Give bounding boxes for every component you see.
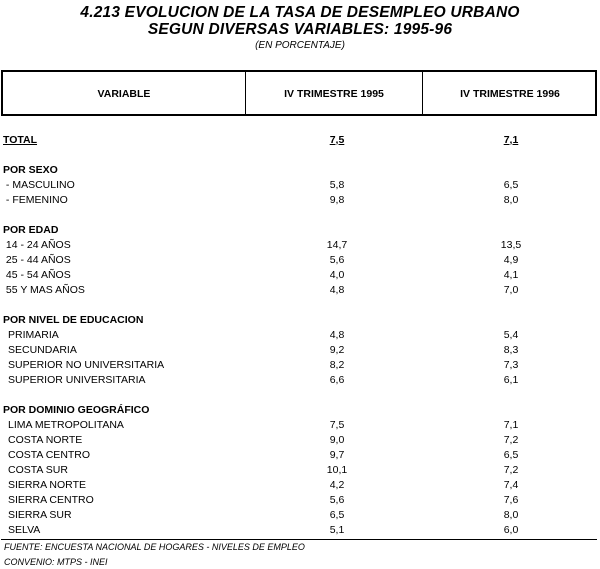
header-1996: IV TRIMESTRE 1996 bbox=[460, 88, 560, 100]
row-label: LIMA METROPOLITANA bbox=[8, 419, 124, 431]
row-value-1996: 4,9 bbox=[503, 254, 519, 266]
row-label: 45 - 54 AÑOS bbox=[3, 269, 71, 281]
row-value-1996: 7,0 bbox=[503, 284, 519, 296]
row-value-1995: 9,8 bbox=[329, 194, 345, 206]
row-value-1995: 4,8 bbox=[329, 284, 345, 296]
row-value-1995: 5,6 bbox=[329, 254, 345, 266]
row-label: PRIMARIA bbox=[8, 329, 59, 341]
table-header bbox=[1, 70, 597, 116]
table-row bbox=[0, 178, 600, 193]
total-1995: 7,5 bbox=[329, 134, 345, 146]
row-value-1995: 5,6 bbox=[329, 494, 345, 506]
table-row bbox=[0, 268, 600, 283]
row-value-1995: 4,0 bbox=[329, 269, 345, 281]
row-label: SECUNDARIA bbox=[8, 344, 77, 356]
table-row bbox=[0, 283, 600, 298]
row-value-1995: 10,1 bbox=[326, 464, 348, 476]
table-bottom-rule bbox=[1, 539, 597, 540]
source-note: FUENTE: ENCUESTA NACIONAL DE HOGARES - NIVELES DE EMPLEO bbox=[4, 542, 305, 552]
table-row bbox=[0, 523, 600, 538]
table-row bbox=[0, 238, 600, 253]
row-label: 14 - 24 AÑOS bbox=[3, 239, 71, 251]
header-variable: VARIABLE bbox=[97, 88, 151, 100]
row-value-1996: 13,5 bbox=[500, 239, 522, 251]
total-row bbox=[0, 133, 600, 148]
section-heading bbox=[0, 223, 600, 238]
table-row bbox=[0, 193, 600, 208]
row-label: SIERRA CENTRO bbox=[8, 494, 94, 506]
section-heading bbox=[0, 163, 600, 178]
row-value-1995: 6,6 bbox=[329, 374, 345, 386]
row-label: SIERRA SUR bbox=[8, 509, 72, 521]
row-value-1995: 6,5 bbox=[329, 509, 345, 521]
row-value-1995: 4,8 bbox=[329, 329, 345, 341]
row-value-1996: 7,2 bbox=[503, 434, 519, 446]
convenio-note: CONVENIO: MTPS - INEI bbox=[4, 557, 108, 567]
row-value-1996: 5,4 bbox=[503, 329, 519, 341]
table-row bbox=[0, 478, 600, 493]
row-value-1995: 7,5 bbox=[329, 419, 345, 431]
section-title-educacion: POR NIVEL DE EDUCACION bbox=[3, 314, 144, 326]
row-value-1996: 7,1 bbox=[503, 419, 519, 431]
row-label: COSTA NORTE bbox=[8, 434, 83, 446]
row-value-1995: 8,2 bbox=[329, 359, 345, 371]
section-title-edad: POR EDAD bbox=[3, 224, 59, 236]
row-value-1995: 9,7 bbox=[329, 449, 345, 461]
row-value-1996: 8,3 bbox=[503, 344, 519, 356]
table-row bbox=[0, 253, 600, 268]
row-value-1995: 9,2 bbox=[329, 344, 345, 356]
row-value-1996: 7,6 bbox=[503, 494, 519, 506]
table-row bbox=[0, 448, 600, 463]
table-row bbox=[0, 343, 600, 358]
row-label: - FEMENINO bbox=[3, 194, 68, 206]
header-1995: IV TRIMESTRE 1995 bbox=[284, 88, 384, 100]
total-label: TOTAL bbox=[3, 134, 38, 146]
row-label: SUPERIOR UNIVERSITARIA bbox=[8, 374, 146, 386]
table-row bbox=[0, 493, 600, 508]
table-row bbox=[0, 508, 600, 523]
row-value-1996: 6,5 bbox=[503, 179, 519, 191]
total-1996: 7,1 bbox=[503, 134, 519, 146]
row-label: SUPERIOR NO UNIVERSITARIA bbox=[8, 359, 165, 371]
row-value-1996: 7,4 bbox=[503, 479, 519, 491]
row-value-1995: 5,1 bbox=[329, 524, 345, 536]
row-value-1996: 4,1 bbox=[503, 269, 519, 281]
row-value-1996: 6,1 bbox=[503, 374, 519, 386]
table-row bbox=[0, 418, 600, 433]
row-label: COSTA CENTRO bbox=[8, 449, 91, 461]
row-value-1995: 4,2 bbox=[329, 479, 345, 491]
table-subtitle: (EN PORCENTAJE) bbox=[255, 40, 345, 51]
row-value-1995: 9,0 bbox=[329, 434, 345, 446]
row-label: 25 - 44 AÑOS bbox=[3, 254, 71, 266]
section-heading bbox=[0, 313, 600, 328]
table-row bbox=[0, 358, 600, 373]
row-value-1996: 8,0 bbox=[503, 194, 519, 206]
section-title-dominio: POR DOMINIO GEOGRÁFICO bbox=[3, 404, 150, 416]
row-label: COSTA SUR bbox=[8, 464, 68, 476]
row-value-1996: 7,2 bbox=[503, 464, 519, 476]
table-title: 4.213 EVOLUCION DE LA TASA DE DESEMPLEO URBANO bbox=[80, 4, 520, 21]
row-label: SIERRA NORTE bbox=[8, 479, 86, 491]
row-label: 55 Y MAS AÑOS bbox=[3, 284, 85, 296]
table-row bbox=[0, 328, 600, 343]
row-value-1995: 5,8 bbox=[329, 179, 345, 191]
row-label: - MASCULINO bbox=[3, 179, 75, 191]
table-row bbox=[0, 373, 600, 388]
section-title-sexo: POR SEXO bbox=[3, 164, 58, 176]
table-row bbox=[0, 463, 600, 478]
table-title-line2: SEGUN DIVERSAS VARIABLES: 1995-96 bbox=[147, 21, 453, 38]
section-heading bbox=[0, 403, 600, 418]
row-value-1996: 6,0 bbox=[503, 524, 519, 536]
row-value-1996: 7,3 bbox=[503, 359, 519, 371]
table-row bbox=[0, 433, 600, 448]
row-value-1995: 14,7 bbox=[326, 239, 348, 251]
row-value-1996: 6,5 bbox=[503, 449, 519, 461]
row-label: SELVA bbox=[8, 524, 41, 536]
row-value-1996: 8,0 bbox=[503, 509, 519, 521]
